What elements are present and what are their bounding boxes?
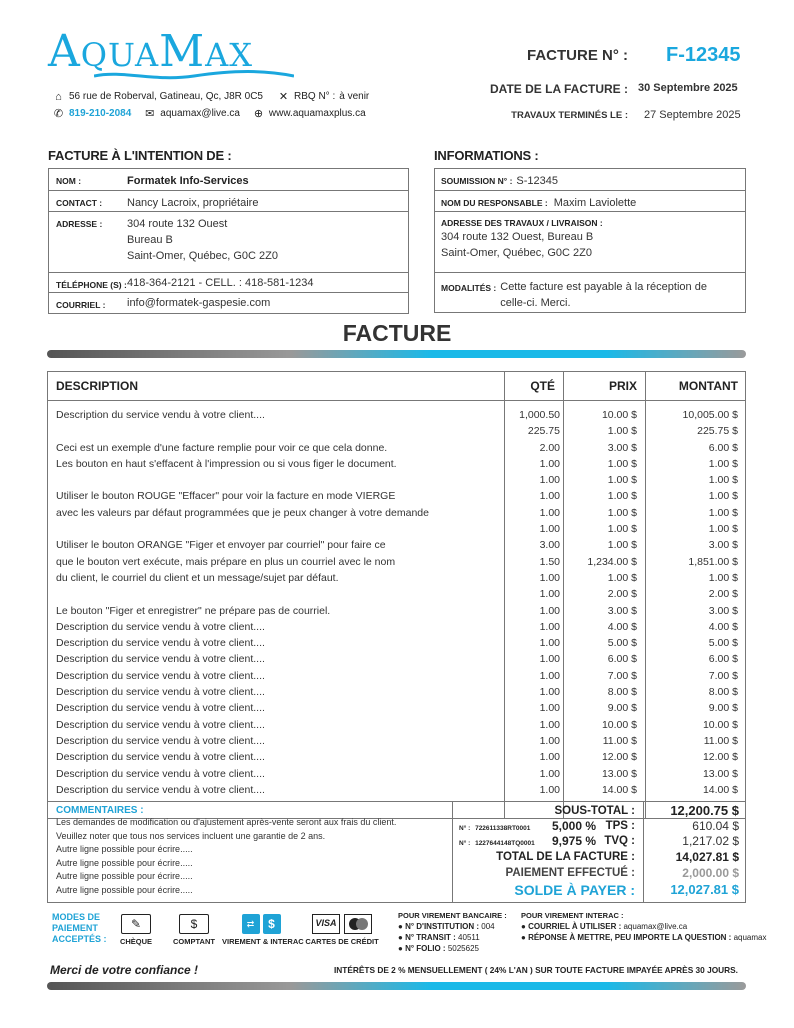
- thank-you-message: Merci de votre confiance !: [50, 963, 199, 977]
- payment-cash-label: COMPTANT: [173, 937, 215, 946]
- payment-cards-label: CARTES DE CRÉDIT: [305, 937, 379, 946]
- table-row: [48, 619, 745, 635]
- row-price[interactable]: 9.00 $: [607, 702, 637, 715]
- row-description[interactable]: que le bouton vert exécute, mais prépare en plus un courriel avec le nom: [56, 555, 396, 568]
- payment-title-line3: ACCEPTÉS :: [52, 934, 107, 944]
- responsible-name[interactable]: Maxim Laviolette: [553, 197, 637, 209]
- table-row: [48, 733, 745, 749]
- row-quantity[interactable]: 1.00: [539, 457, 560, 470]
- row-amount[interactable]: 1.00 $: [708, 457, 738, 470]
- row-quantity[interactable]: 225.75: [527, 425, 560, 438]
- row-description[interactable]: Description du service vendu à votre client....: [56, 637, 265, 650]
- row-price[interactable]: 4.00 $: [607, 620, 637, 633]
- table-row: [48, 521, 745, 537]
- quote-number[interactable]: S-12345: [516, 175, 558, 187]
- row-amount[interactable]: 12.00 $: [702, 751, 738, 764]
- row-amount[interactable]: 1.00 $: [708, 571, 738, 584]
- row-quantity[interactable]: 1.00: [539, 523, 560, 536]
- interac-answer-label: RÉPONSE À METTRE, PEU IMPORTE LA QUESTION :: [528, 933, 732, 942]
- row-quantity[interactable]: 1.00: [539, 637, 560, 650]
- billto-address-line1[interactable]: 304 route 132 Ouest: [127, 218, 228, 230]
- table-row: [48, 456, 745, 472]
- work-address-line1[interactable]: 304 route 132 Ouest, Bureau B: [441, 231, 594, 243]
- home-icon: ⌂: [55, 90, 62, 103]
- row-quantity[interactable]: 1.00: [539, 767, 560, 780]
- cheque-icon: ✎: [121, 914, 151, 934]
- table-row: [48, 505, 745, 521]
- row-quantity[interactable]: 1.00: [539, 588, 560, 601]
- row-description[interactable]: Utiliser le bouton ORANGE "Figer et envoyer par courriel" pour faire ce: [56, 539, 386, 552]
- table-row: [48, 782, 745, 798]
- table-row: [48, 423, 745, 439]
- responsible-label: NOM DU RESPONSABLE :: [441, 198, 548, 208]
- billto-box: [48, 168, 409, 314]
- billto-phone[interactable]: 418-364-2121 - CELL. : 418-581-1234: [127, 277, 314, 289]
- tvq-number: 1227644148TQ0001: [475, 840, 535, 847]
- billto-address-line2[interactable]: Bureau B: [127, 234, 173, 246]
- envelope-icon: ✉: [145, 108, 155, 120]
- paid-value: 2,000.00 $: [682, 866, 739, 880]
- billto-email-label: COURRIEL :: [56, 300, 106, 310]
- row-description[interactable]: [48, 586, 504, 602]
- items-table: [47, 371, 746, 819]
- payment-title-line1: MODES DE: [52, 912, 101, 922]
- totals-box: [453, 801, 746, 903]
- row-description[interactable]: Ceci est un exemple d'une facture remplie pour voir ce que cela donne.: [56, 441, 388, 454]
- row-price[interactable]: 7.00 $: [607, 669, 637, 682]
- bank-transfer-title: POUR VIREMENT BANCAIRE :: [398, 911, 507, 920]
- row-amount[interactable]: 1.00 $: [708, 490, 738, 503]
- row-quantity[interactable]: 1.00: [539, 734, 560, 747]
- comment-line[interactable]: Autre ligne possible pour écrire.....: [56, 844, 193, 855]
- row-description[interactable]: [48, 423, 504, 439]
- col-header-qty: QTÉ: [530, 379, 555, 393]
- payment-cheque-label: CHÈQUE: [119, 937, 153, 946]
- comment-line[interactable]: Autre ligne possible pour écrire.....: [56, 871, 193, 882]
- dollar-icon: $: [263, 914, 281, 934]
- row-price[interactable]: 3.00 $: [607, 441, 637, 454]
- payment-methods-title: [52, 912, 107, 945]
- row-price[interactable]: 10.00 $: [601, 409, 637, 421]
- interac-email-label: COURRIEL À UTILISER :: [528, 922, 622, 931]
- row-amount[interactable]: 14.00 $: [702, 783, 738, 796]
- row-amount[interactable]: 3.00 $: [708, 604, 738, 617]
- row-amount[interactable]: 6.00 $: [708, 441, 738, 454]
- tps-rate: 5,000 %: [552, 819, 597, 833]
- work-done-label: TRAVAUX TERMINÉS LE :: [511, 110, 628, 121]
- billto-name-label: NOM :: [56, 176, 82, 186]
- row-price[interactable]: 1,234.00 $: [587, 555, 637, 568]
- globe-icon: ⊕: [253, 108, 264, 120]
- row-quantity[interactable]: 1.00: [539, 783, 560, 796]
- table-row: [48, 700, 745, 716]
- row-quantity[interactable]: 1.00: [539, 506, 560, 519]
- row-description[interactable]: Description du service vendu à votre client....: [56, 767, 265, 780]
- row-quantity[interactable]: 1.00: [539, 474, 560, 487]
- row-amount[interactable]: 1,851.00 $: [688, 555, 738, 568]
- interac-email: aquamax@live.ca: [623, 922, 688, 931]
- items-rows: [48, 407, 745, 798]
- row-quantity[interactable]: 3.00: [539, 539, 560, 552]
- mastercard-icon: [344, 914, 372, 934]
- row-amount[interactable]: 1.00 $: [708, 523, 738, 536]
- row-quantity[interactable]: 1,000.50: [519, 409, 560, 421]
- row-amount[interactable]: 10.00 $: [702, 718, 738, 731]
- payment-cards: [302, 914, 382, 946]
- subtotal-value: 12,200.75 $: [670, 803, 739, 818]
- row-amount[interactable]: 11.00 $: [703, 734, 738, 747]
- row-amount[interactable]: 1.00 $: [708, 474, 738, 487]
- tps-label: TPS :: [605, 820, 635, 832]
- row-price[interactable]: 8.00 $: [607, 686, 637, 699]
- row-price[interactable]: 14.00 $: [601, 783, 637, 796]
- table-row: [48, 684, 745, 700]
- row-amount[interactable]: 7.00 $: [708, 669, 738, 682]
- row-description[interactable]: Description du service vendu à votre client....: [56, 702, 265, 715]
- interac-title: POUR VIREMENT INTERAC :: [521, 911, 624, 920]
- row-quantity[interactable]: 1.00: [539, 718, 560, 731]
- tvq-label: TVQ :: [604, 835, 635, 847]
- tps-number-label: N° :: [459, 825, 471, 832]
- row-description[interactable]: [48, 472, 504, 488]
- row-description[interactable]: Description du service vendu à votre client....: [56, 734, 265, 747]
- work-address-line2[interactable]: Saint-Omer, Québec, G0C 2Z0: [441, 247, 593, 259]
- invoice-number: F-12345: [666, 44, 741, 66]
- interac-icon: ⇄: [242, 914, 260, 934]
- row-price[interactable]: 1.00 $: [607, 539, 637, 552]
- interest-notice: INTÉRÊTS DE 2 % MENSUELLEMENT ( 24% L'AN ) SUR TOUTE FACTURE IMPAYÉE APRÈS 30 JOURS.: [334, 965, 738, 975]
- row-quantity[interactable]: 1.00: [539, 490, 560, 503]
- row-description[interactable]: Description du service vendu à votre client....: [56, 751, 265, 764]
- row-amount[interactable]: 5.00 $: [708, 637, 738, 650]
- institution-label: N° D'INSTITUTION :: [405, 922, 480, 931]
- row-quantity[interactable]: 1.00: [539, 702, 560, 715]
- table-row: [48, 407, 745, 423]
- row-price[interactable]: 6.00 $: [607, 653, 637, 666]
- row-price[interactable]: 1.00 $: [607, 571, 637, 584]
- folio-value: 5025625: [447, 944, 479, 953]
- company-logo: AQUAMAX: [48, 26, 254, 77]
- row-price[interactable]: 5.00 $: [607, 637, 637, 650]
- row-price[interactable]: 1.00 $: [607, 474, 637, 487]
- row-amount[interactable]: 1.00 $: [708, 506, 738, 519]
- institution-value: 004: [481, 922, 495, 931]
- subtotal-label: SOUS-TOTAL :: [554, 805, 635, 817]
- logo-wave-icon: [94, 70, 294, 82]
- row-price[interactable]: 13.00 $: [601, 767, 637, 780]
- row-description[interactable]: [48, 521, 504, 537]
- row-description[interactable]: Description du service vendu à votre client....: [56, 718, 265, 731]
- row-price[interactable]: 1.00 $: [607, 506, 637, 519]
- billto-address-line3[interactable]: Saint-Omer, Québec, G0C 2Z0: [127, 250, 279, 262]
- terms-label: MODALITÉS :: [441, 283, 497, 293]
- row-quantity[interactable]: 1.50: [539, 555, 560, 568]
- invoice-date: 30 Septembre 2025: [638, 82, 738, 94]
- table-row: [48, 440, 745, 456]
- comment-line[interactable]: Les demandes de modification ou d'ajustement après-vente seront aux frais du client.: [56, 817, 397, 827]
- billto-phone-label: TÉLÉPHONE (S) :: [56, 280, 127, 290]
- row-amount[interactable]: 6.00 $: [708, 653, 738, 666]
- visa-icon: VISA: [312, 914, 340, 934]
- terms-line2[interactable]: celle-ci. Merci.: [500, 297, 571, 309]
- row-price[interactable]: 2.00 $: [607, 588, 637, 601]
- row-quantity[interactable]: 1.00: [539, 604, 560, 617]
- tvq-rate: 9,975 %: [552, 834, 597, 848]
- row-amount[interactable]: 4.00 $: [708, 620, 738, 633]
- title-divider: [47, 350, 746, 358]
- company-email[interactable]: aquamax@live.ca: [160, 108, 240, 119]
- col-header-amount: MONTANT: [678, 379, 738, 393]
- row-quantity[interactable]: 1.00: [539, 669, 560, 682]
- row-price[interactable]: 3.00 $: [607, 604, 637, 617]
- work-done-date: 27 Septembre 2025: [644, 109, 741, 121]
- row-description[interactable]: Les bouton en haut s'effacent à l'impression ou si vous figer le document.: [56, 457, 397, 470]
- folio-label: N° FOLIO :: [405, 944, 446, 953]
- comment-line[interactable]: Autre ligne possible pour écrire.....: [56, 884, 193, 895]
- row-amount[interactable]: 2.00 $: [708, 588, 738, 601]
- comments-title: COMMENTAIRES :: [56, 805, 144, 816]
- quote-number-label: SOUMISSION N° :: [441, 176, 513, 186]
- tps-number-line: [459, 823, 530, 834]
- row-description[interactable]: du client, le courriel du client et un message/sujet par défaut.: [56, 571, 339, 584]
- row-price[interactable]: 1.00 $: [607, 457, 637, 470]
- billto-address-label: ADRESSE :: [56, 219, 103, 229]
- payment-transfer-label: VIREMENT & INTERAC: [222, 937, 304, 946]
- interac-transfer-info: POUR VIREMENT INTERAC : ● COURRIEL À UTILISER : aquamax@live.ca ● RÉPONSE À METTRE, PEU IMPORTE LA QUESTION : aquamax: [521, 911, 767, 942]
- billto-name[interactable]: Formatek Info-Services: [127, 175, 249, 187]
- tps-number: 722611338RT0001: [475, 825, 531, 832]
- table-row: [48, 603, 745, 619]
- info-title: INFORMATIONS :: [434, 148, 539, 163]
- tvq-value: 1,217.02 $: [682, 834, 739, 848]
- row-price[interactable]: 11.00 $: [602, 734, 637, 747]
- total-value: 14,027.81 $: [675, 850, 739, 864]
- row-price[interactable]: 12.00 $: [601, 751, 637, 764]
- row-quantity[interactable]: 1.00: [539, 751, 560, 764]
- rbq-value: à venir: [339, 91, 370, 102]
- bank-transfer-info: POUR VIREMENT BANCAIRE : ● N° D'INSTITUTION : 004 ● N° TRANSIT : 40511 ● N° FOLIO : 5025625: [398, 911, 507, 953]
- table-row: [48, 651, 745, 667]
- billto-title: FACTURE À L'INTENTION DE :: [48, 148, 232, 163]
- payment-title-line2: PAIEMENT: [52, 923, 98, 933]
- table-row: [48, 537, 745, 553]
- balance-due-label: SOLDE À PAYER :: [514, 882, 635, 898]
- transit-value: 40511: [458, 933, 480, 942]
- row-price[interactable]: 1.00 $: [607, 425, 637, 438]
- company-address: 56 rue de Roberval, Gatineau, Qc, J8R 0C5: [69, 91, 263, 102]
- billto-email[interactable]: info@formatek-gaspesie.com: [127, 297, 271, 309]
- row-quantity[interactable]: 1.00: [539, 620, 560, 633]
- tvq-number-label: N° :: [459, 840, 471, 847]
- row-quantity[interactable]: 1.00: [539, 571, 560, 584]
- balance-due-value: 12,027.81 $: [670, 882, 739, 897]
- row-description[interactable]: Description du service vendu à votre client....: [56, 653, 265, 666]
- row-quantity[interactable]: 1.00: [539, 686, 560, 699]
- row-description[interactable]: Description du service vendu à votre client....: [56, 620, 265, 633]
- table-row: [48, 488, 745, 504]
- document-title: FACTURE: [342, 320, 452, 346]
- row-price[interactable]: 1.00 $: [607, 490, 637, 503]
- row-amount[interactable]: 10,005.00 $: [682, 409, 738, 421]
- billto-contact-label: CONTACT :: [56, 198, 103, 208]
- company-phone[interactable]: 819-210-2084: [69, 108, 132, 119]
- payment-transfer: [222, 914, 304, 946]
- row-description[interactable]: Description du service vendu à votre client....: [56, 409, 265, 421]
- payment-cash: [170, 914, 218, 946]
- invoice-number-label: FACTURE N° :: [527, 47, 628, 64]
- footer-divider: [47, 982, 746, 990]
- terms-line1[interactable]: Cette facture est payable à la réception de: [500, 281, 707, 293]
- row-amount[interactable]: 8.00 $: [708, 686, 738, 699]
- comment-line[interactable]: Autre ligne possible pour écrire.....: [56, 857, 193, 868]
- total-label: TOTAL DE LA FACTURE :: [496, 851, 635, 863]
- table-row: [48, 635, 745, 651]
- row-quantity[interactable]: 1.00: [539, 653, 560, 666]
- col-header-description: DESCRIPTION: [56, 379, 139, 393]
- paid-label: PAIEMENT EFFECTUÉ :: [505, 867, 635, 879]
- row-amount[interactable]: 9.00 $: [708, 702, 738, 715]
- row-price[interactable]: 1.00 $: [607, 523, 637, 536]
- company-website[interactable]: www.aquamaxplus.ca: [268, 108, 366, 119]
- table-row: [48, 570, 745, 586]
- phone-icon: ✆: [53, 108, 64, 120]
- row-amount[interactable]: 13.00 $: [702, 767, 738, 780]
- rbq-label: RBQ N° :: [294, 91, 336, 102]
- table-row: [48, 554, 745, 570]
- row-description[interactable]: Description du service vendu à votre client....: [56, 783, 265, 796]
- table-row: [48, 586, 745, 602]
- table-row: [48, 766, 745, 782]
- info-box: [434, 168, 746, 313]
- table-row: [48, 717, 745, 733]
- row-description[interactable]: Utiliser le bouton ROUGE "Effacer" pour voir la facture en mode VIERGE: [56, 490, 396, 503]
- cash-icon: $: [179, 914, 209, 934]
- company-contact-line: [52, 107, 366, 120]
- row-amount[interactable]: 3.00 $: [708, 539, 738, 552]
- tps-value: 610.04 $: [692, 819, 739, 833]
- payment-cheque: [112, 914, 160, 946]
- comments-box: [47, 801, 453, 903]
- tools-icon: ✕: [278, 91, 289, 103]
- row-description[interactable]: Description du service vendu à votre client....: [56, 686, 265, 699]
- table-row: [48, 668, 745, 684]
- table-row: [48, 472, 745, 488]
- invoice-date-label: DATE DE LA FACTURE :: [490, 82, 628, 96]
- billto-contact[interactable]: Nancy Lacroix, propriétaire: [127, 197, 259, 209]
- comment-line[interactable]: Veuillez noter que tous nos services incluent une garantie de 2 ans.: [56, 830, 326, 841]
- row-quantity[interactable]: 2.00: [539, 441, 560, 454]
- interac-answer: aquamax: [733, 933, 767, 942]
- row-amount[interactable]: 225.75 $: [697, 425, 738, 438]
- row-price[interactable]: 10.00 $: [601, 718, 637, 731]
- row-description[interactable]: Description du service vendu à votre client....: [56, 669, 265, 682]
- work-address-label: ADRESSE DES TRAVAUX / LIVRAISON :: [441, 218, 603, 228]
- table-row: [48, 749, 745, 765]
- row-description[interactable]: avec les valeurs par défaut programmées que je peux changer à votre demande: [56, 506, 429, 519]
- row-description[interactable]: Le bouton "Figer et enregistrer" ne prépare pas de courriel.: [56, 604, 331, 617]
- tvq-number-line: [459, 838, 535, 849]
- company-address-line: [52, 90, 369, 103]
- col-header-price: PRIX: [608, 379, 637, 393]
- transit-label: N° TRANSIT :: [405, 933, 456, 942]
